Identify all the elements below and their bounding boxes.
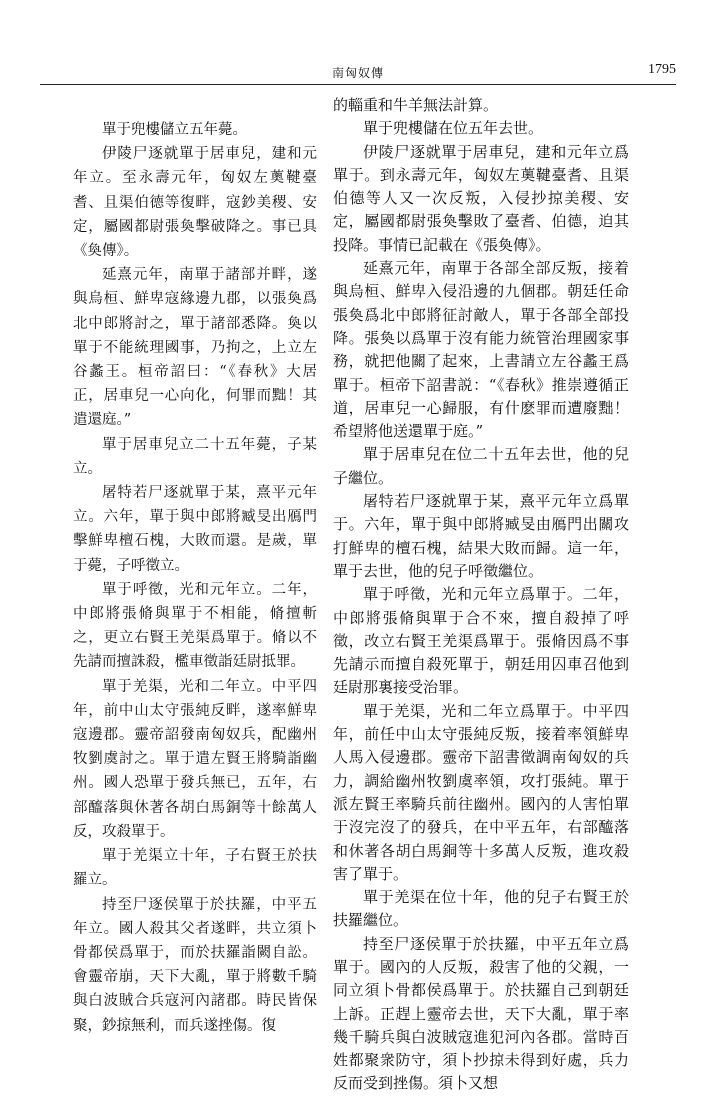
paragraph: 單于羌渠在位十年，他的兒子右賢王於扶羅繼位。 (333, 888, 629, 930)
paragraph: 持至尸逐侯單于於扶羅，中平五年立爲單于。國內的人反叛，殺害了他的父親，一同立須卜骨都侯爲單于。於扶羅自己到朝廷上訴。正趕上靈帝去世，天下大亂，單于率幾千騎兵與白波賊寇進犯河內各郡。當時百姓都聚衆防守，須卜抄掠未得到好處，兵力反而受到挫傷。須卜又想 (333, 934, 629, 1093)
paragraph: 的輜重和牛羊無法計算。 (333, 96, 499, 114)
paragraph: 持至尸逐侯單于於扶羅，中平五年立。國人殺其父者遂畔，共立須卜骨都侯爲單于，而於扶羅詣闕自訟。會靈帝崩，天下大亂，單于將數千騎與白波賊合兵寇河內諸郡。時民皆保聚，鈔掠無利，而兵遂挫傷。復 (73, 896, 317, 1034)
paragraph: 伊陵尸逐就單于居車兒，建和元年立爲單于。到永壽元年，匈奴左薁鞬臺耆、且渠伯德等人又一次反叛，入侵抄掠美稷、安定，屬國都尉張奐擊敗了臺耆、伯德，迫其投降。事情已記載在《張奐傳》。 (333, 142, 629, 254)
paragraph: 屠特若尸逐就單于某，熹平元年立。六年，單于與中郎將臧旻出鴈門擊鮮卑檀石槐，大敗而還。是歲，單于薨，子呼徵立。 (73, 485, 317, 574)
paragraph: 單于羌渠，光和二年立。中平四年，前中山太守張純反畔，遂率鮮卑寇邊郡。靈帝詔發南匈奴兵，配幽州牧劉虞討之。單于遣左賢王將騎詣幽州。國人恐單于發兵無已，五年，右部醯落與休著各胡白馬銅等十餘萬人反，攻殺單于。 (73, 678, 317, 840)
classical-text-column (73, 94, 317, 1038)
translation-text-column (333, 94, 629, 1096)
paragraph: 屠特若尸逐就單于某，熹平元年立爲單于。六年，單于與中郎將臧旻由鴈門出關攻打鮮卑的檀石槐，結果大敗而歸。這一年，單于去世，他的兒子呼徵繼位。 (333, 492, 629, 580)
paragraph: 單于兜樓儲立五年薨。 (102, 122, 247, 138)
paragraph: 單于居車兒在位二十五年去世，他的兒子繼位。 (333, 445, 629, 487)
paragraph: 延熹元年，南單于諸部并畔，遂與烏桓、鮮卑寇緣邊九郡，以張奐爲北中郎將討之，單于諸部悉降。奐以單于不能統理國事，乃拘之，上立左谷蠡王。桓帝詔曰：“《春秋》大居正，居車兒一心向化，何罪而黜！其遣還庭。” (73, 267, 317, 429)
paragraph: 單于羌渠，光和二年立爲單于。中平四年，前任中山太守張純反叛，接着率領鮮卑人馬入侵邊郡。靈帝下詔書徵調南匈奴的兵力，調給幽州牧劉虞率領，攻打張純。單于派左賢王率騎兵前往幽州。國內的人害怕單于沒完沒了的發兵，在中平五年，右部醯落和休著各胡白馬銅等十多萬人反叛，進攻殺害了單于。 (333, 701, 629, 883)
paragraph: 單于呼徵，光和元年立。二年，中郎將張脩與單于不相能，脩擅斬之，更立右賢王羌渠爲單于。脩以不先請而擅誅殺，檻車徵詣廷尉抵罪。 (73, 581, 317, 671)
paragraph: 單于呼徵，光和元年立爲單于。二年，中郎將張脩與單于合不來，擅自殺掉了呼徵，改立右賢王羌渠爲單于。張脩因爲不事先請示而擅自殺死單于，朝廷用囚車召他到廷尉那裏接受治罪。 (333, 585, 629, 697)
paragraph: 延熹元年，南單于各部全部反叛，接着與烏桓、鮮卑入侵沿邊的九個郡。朝廷任命張奐爲北中郎將征討敵人，單于各部全部投降。張奐以爲單于沒有能力統管治理國家事務，就把他關了起來，上書請立左谷蠡王爲單于。桓帝下詔書説：“《春秋》推崇遵循正道，居車兒一心歸服，有什麽罪而遭廢黜！希望將他送還單于庭。” (333, 259, 629, 441)
paragraph: 伊陵尸逐就單于居車兒，建和元年立。至永壽元年，匈奴左薁鞬臺耆、且渠伯德等復畔，寇鈔美稷、安定，屬國都尉張奐擊破降之。事已具《奐傳》。 (73, 146, 317, 260)
paragraph: 單于居車兒立二十五年薨，子某立。 (73, 436, 317, 477)
running-title: 南匈奴傳 (331, 66, 384, 80)
paragraph: 單于兜樓儲在位五年去世。 (363, 119, 544, 138)
page-number: 1795 (648, 62, 676, 77)
paragraph: 單于羌渠立十年，子右賢王於扶羅立。 (73, 848, 317, 889)
page-header (40, 62, 676, 85)
